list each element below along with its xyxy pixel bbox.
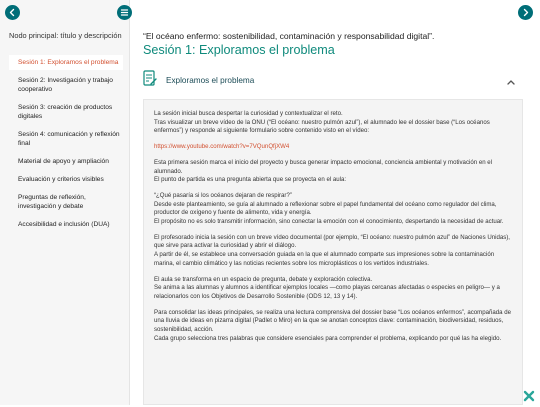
chevron-left-icon[interactable] <box>5 5 20 20</box>
sidebar-item-accesibilidad[interactable]: Accesibilidad e inclusión (DUA) <box>9 217 123 232</box>
paragraph-impact <box>154 159 515 185</box>
paragraph-question <box>154 192 515 227</box>
main-content <box>143 0 523 405</box>
sidebar-nav <box>9 55 123 235</box>
text-line: El profesorado inicia la sesión con un breve vídeo documental (por ejemplo, “El océano: nuestro pulmón azul” de Naciones Unidas), que sirve para activar la curiosidad y abrir el diálogo. <box>154 234 510 250</box>
sidebar-item-evaluacion[interactable]: Evaluación y criterios visibles <box>9 172 123 187</box>
accordion-header[interactable] <box>143 70 523 94</box>
accordion-title: Exploramos el problema <box>166 76 254 85</box>
text-line: El punto de partida es una pregunta abierta que se proyecta en el aula: <box>154 176 346 183</box>
sidebar-item-session-2[interactable]: Sesión 2: Investigación y trabajo cooperativo <box>9 73 123 97</box>
sidebar-item-material[interactable]: Material de apoyo y ampliación <box>9 154 123 169</box>
text-line: Cada grupo selecciona tres palabras que considere esenciales para comprender el problema, explicando por qué las ha elegido. <box>154 335 501 342</box>
text-line: A partir de él, se establece una conversación guiada en la que el alumnado comparte sus impresiones sobre la contaminación marina, el cambio climático y las noticias recientes sobre los microplásticos o los vertidos industriales. <box>154 251 494 267</box>
chevron-up-icon[interactable] <box>505 75 517 87</box>
sidebar-title[interactable]: Nodo principal: título y descripción <box>9 31 125 41</box>
text-line: El propósito no es solo transmitir información, sino conectar la emoción con el conocimiento, despertando la necesidad de actuar. <box>154 218 504 225</box>
text-line: Para consolidar las ideas principales, se realiza una lectura comprensiva del dossier base “Los océanos enfermos”, acompañada de una lluvia de ideas en pizarra digital (Padlet o Miro) en la que se anotan conceptos clave: contaminación, biodiversidad, residuos, sostenibilidad, acción. <box>154 309 511 333</box>
paragraph-debate <box>154 276 515 302</box>
text-line: Se anima a las alumnas y alumnos a identificar ejemplos locales —como playas cercanas afectadas o especies en peligro— y a relacionarlos con los Objetivos de Desarrollo Sostenible (ODS 12, 13 y 14). <box>154 284 500 300</box>
sidebar-item-preguntas[interactable]: Preguntas de reflexión, investigación y debate <box>9 190 123 214</box>
text-line: Tras visualizar un breve vídeo de la ONU (“El océano: nuestro pulmón azul”), el alumnado lee el dossier base (“Los océanos enfermos”) y responde al siguiente formulario sobre contenido visto en el vídeo: <box>154 119 490 135</box>
sidebar <box>0 0 130 405</box>
text-line: Esta primera sesión marca el inicio del proyecto y busca generar impacto emocional, conciencia ambiental y motivación en el alumnado. <box>154 159 492 175</box>
text-line: La sesión inicial busca despertar la curiosidad y contextualizar el reto. <box>154 110 343 117</box>
paragraph-consolidation <box>154 309 515 344</box>
sidebar-item-session-3[interactable]: Sesión 3: creación de productos digitales <box>9 100 123 124</box>
paragraph-documentary <box>154 234 515 269</box>
text-line: El aula se transforma en un espacio de pregunta, debate y exploración colectiva. <box>154 276 372 283</box>
page-title: Sesión 1: Exploramos el problema <box>143 43 335 57</box>
text-line: Desde este planteamiento, se guía al alumnado a reflexionar sobre el papel fundamental del océano como regulador del clima, productor de oxígeno y fuente de alimento, vida y energía. <box>154 201 496 217</box>
page-heading: “El océano enfermo: sostenibilidad, contaminación y responsabilidad digital”. <box>143 31 434 41</box>
sidebar-item-session-1[interactable]: Sesión 1: Exploramos el problema <box>9 55 123 70</box>
puzzle-icon[interactable] <box>523 389 535 401</box>
sidebar-item-session-4[interactable]: Sesión 4: comunicación y reflexión final <box>9 127 123 151</box>
paragraph-intro <box>154 110 515 136</box>
text-line: “¿Qué pasaría si los océanos dejaran de respirar?” <box>154 192 292 199</box>
menu-icon[interactable] <box>117 5 132 20</box>
document-edit-icon <box>143 70 157 88</box>
video-link[interactable]: https://www.youtube.com/watch?v=7VQunQfjXW4 <box>154 143 289 150</box>
accordion-content <box>143 99 523 405</box>
